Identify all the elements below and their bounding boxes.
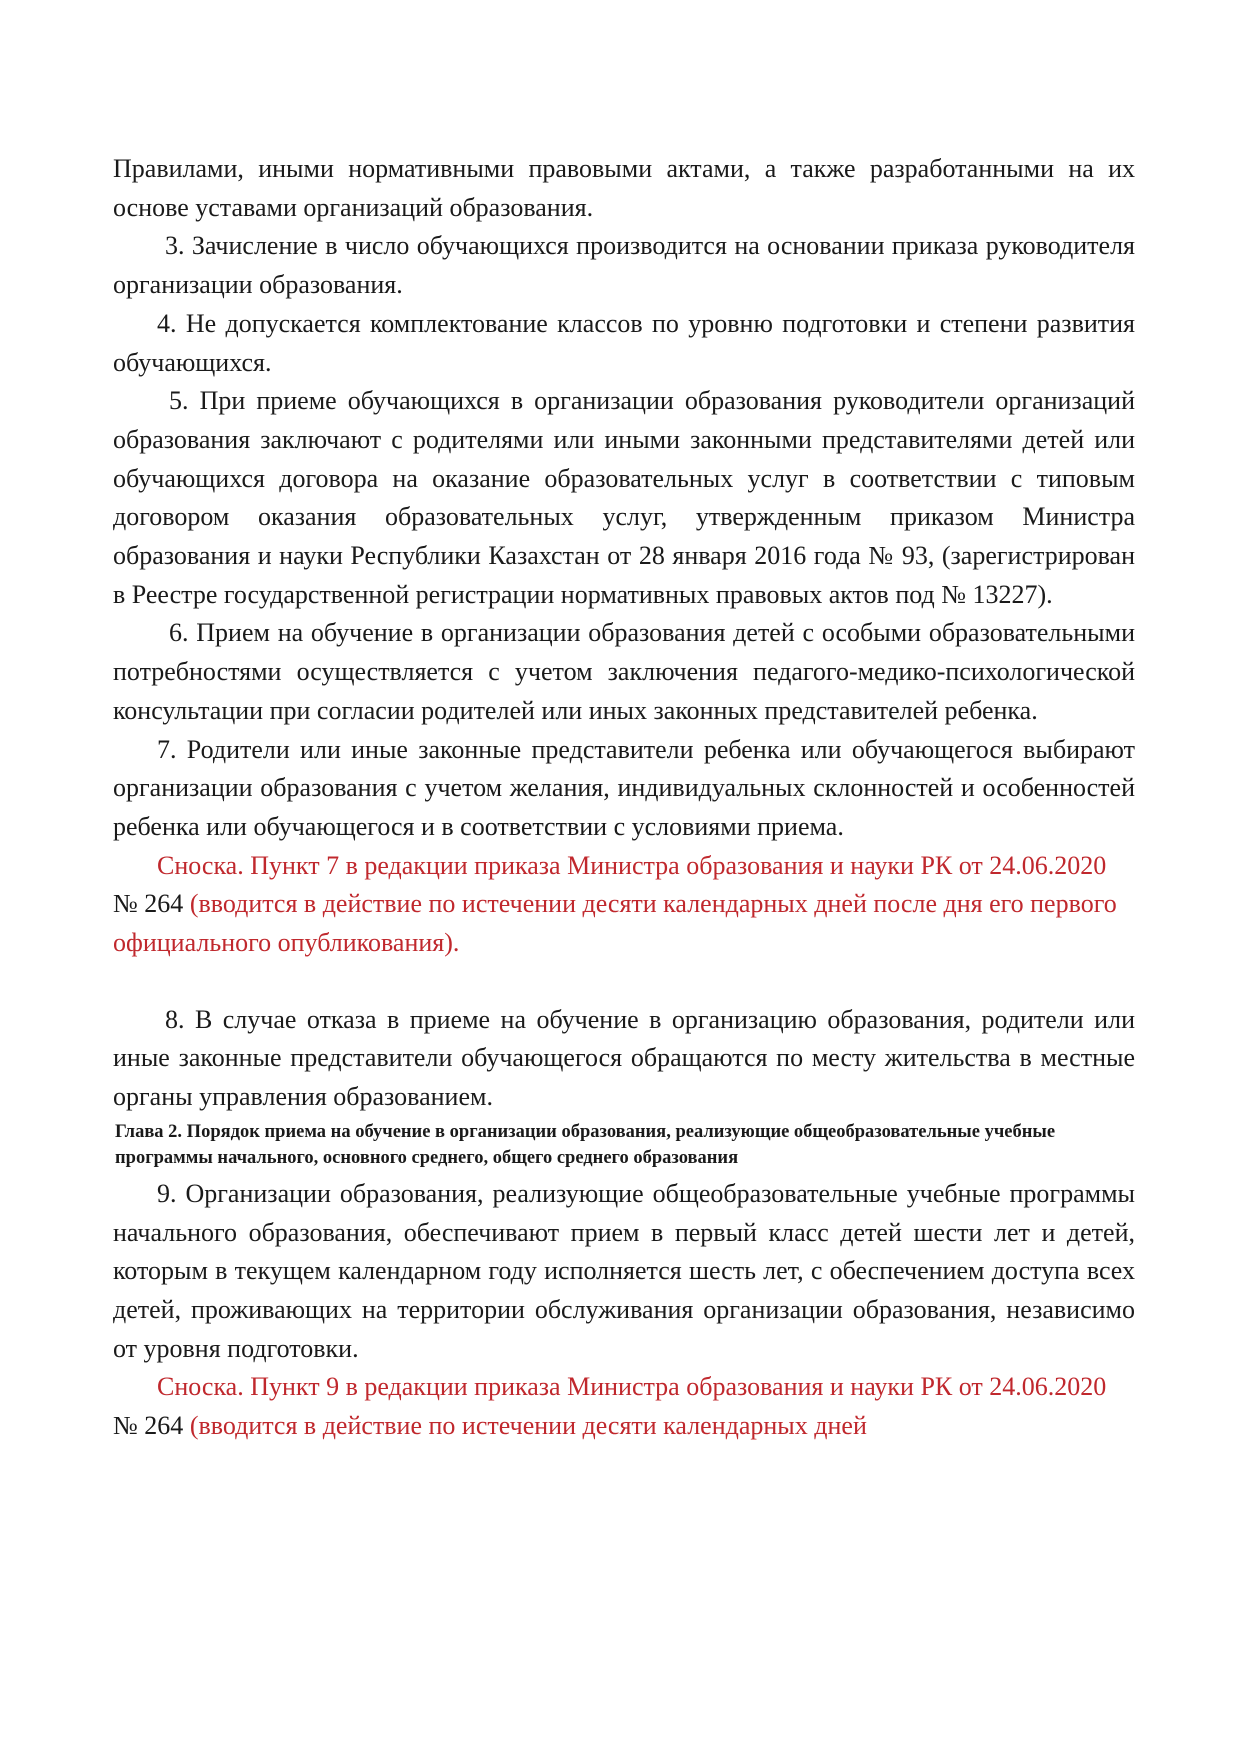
chapter-2-heading: Глава 2. Порядок приема на обучение в организации образования, реализующие общеобразовательные учебные программы начального, основного среднего, общего среднего образования (115, 1121, 1056, 1168)
paragraph-4: 4. Не допускается комплектование классов по уровню подготовки и степени развития обучающихся. (113, 308, 1135, 377)
document-page (113, 150, 1135, 1446)
paragraph-6: 6. Прием на обучение в организации образования детей с особыми образовательными потребностями осуществляется с учетом заключения педагого-медико-психологической консультации при согласии родителей или иных законных представителей ребенка. (113, 618, 1135, 725)
footnote-7-number: № 264 (113, 889, 190, 919)
footnote-7-prefix: Сноска. Пункт 7 в редакции приказа Министра образования и науки РК от 24.06.2020 (157, 850, 1107, 880)
footnote-point-9 (113, 1368, 1135, 1445)
footnote-7-suffix: (вводится в действие по истечении десяти календарных дней после дня его первого официального опубликования). (113, 889, 1117, 958)
paragraph-8: 8. В случае отказа в приеме на обучение в организацию образования, родители или иные законные представители обучающегося обращаются по месту жительства в местные органы управления образованием. (113, 1004, 1135, 1112)
footnote-9-prefix: Сноска. Пункт 9 в редакции приказа Министра образования и науки РК от 24.06.2020 (157, 1372, 1107, 1402)
paragraph-3: 3. Зачисление в число обучающихся производится на основании приказа руководителя организации образования. (113, 231, 1135, 300)
paragraph-7: 7. Родители или иные законные представители ребенка или обучающегося выбирают организации образования с учетом желания, индивидуальных склонностей и особенностей ребенка или обучающегося и в соответствии с условиями приема. (113, 734, 1135, 841)
spacer (113, 963, 1135, 1001)
footnote-point-7 (113, 847, 1135, 963)
footnote-9-suffix: (вводится в действие по истечении десяти календарных дней (189, 1411, 867, 1441)
paragraph-intro: Правилами, иными нормативными правовыми актами, а также разработанными на их основе уставами организаций образования. (113, 154, 1135, 222)
footnote-9-number: № 264 (113, 1411, 190, 1441)
paragraph-5: 5. При приеме обучающихся в организации образования руководители организаций образования заключают с родителями или иными законными представителями детей или обучающихся договора на оказание образовательных услуг в соответствии с типовым договором оказания образовательных услуг, утвержденным приказом Министра образования и науки Республики Казахстан от 28 января 2016 года № 93, (зарегистрирован в Реестре государственной регистрации нормативных правовых актов под № 13227). (113, 386, 1135, 609)
paragraph-9: 9. Организации образования, реализующие общеобразовательные учебные программы начального образования, обеспечивают прием в первый класс детей шести лет и детей, которым в текущем календарном году исполняется шесть лет, с обеспечением доступа всех детей, проживающих на территории обслуживания организации образования, независимо от уровня подготовки. (113, 1178, 1135, 1363)
